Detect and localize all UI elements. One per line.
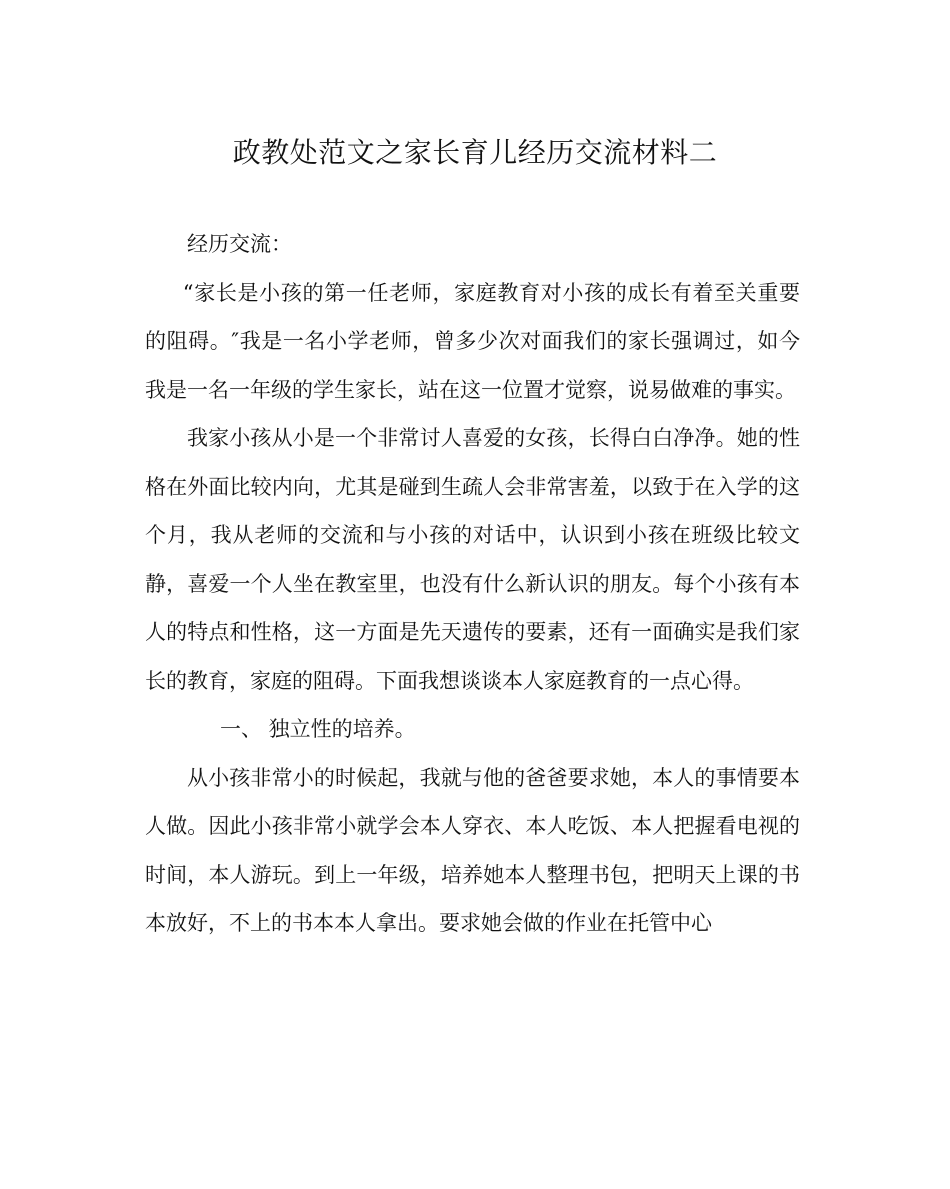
paragraph-experience-heading: 经历交流： (187, 232, 292, 256)
document-title: 政教处范文之家长育儿经历交流材料二 (232, 136, 718, 169)
section-heading-independence: 一、 独立性的培养。 (220, 717, 416, 741)
paragraph-child-personality: 我家小孩从小是一个非常讨人喜爱的女孩，长得白白净净。她的性格在外面比较内向，尤其是碰到生疏人会非常害羞，以致于在入学的这个月，我从老师的交流和与小孩的对话中，认识到小孩在班级比较文静，喜爱一个人坐在教室里，也没有什么新认识的朋友。每个小孩有本人的特点和性格，这一方面是先天遗传的要素，还有一面确实是我们家长的教育，家庭的阻碍。下面我想谈谈本人家庭教育的一点心得。 (145, 426, 800, 693)
document-body (145, 220, 800, 948)
paragraph-independence: 从小孩非常小的时候起，我就与他的爸爸要求她，本人的事情要本人做。因此小孩非常小就学会本人穿衣、本人吃饭、本人把握看电视的时间，本人游玩。到上一年级，培养她本人整理书包，把明天上课的书本放好，不上的书本本人拿出。要求她会做的作业在托管中心 (145, 765, 800, 935)
paragraph-quote: “家长是小孩的第一任老师，家庭教育对小孩的成长有着至关重要的阻碍。″我是一名小学老师，曾多少次对面我们的家长强调过，如今我是一名一年级的学生家长，站在这一位置才觉察，说易做难的事实。 (145, 280, 800, 402)
